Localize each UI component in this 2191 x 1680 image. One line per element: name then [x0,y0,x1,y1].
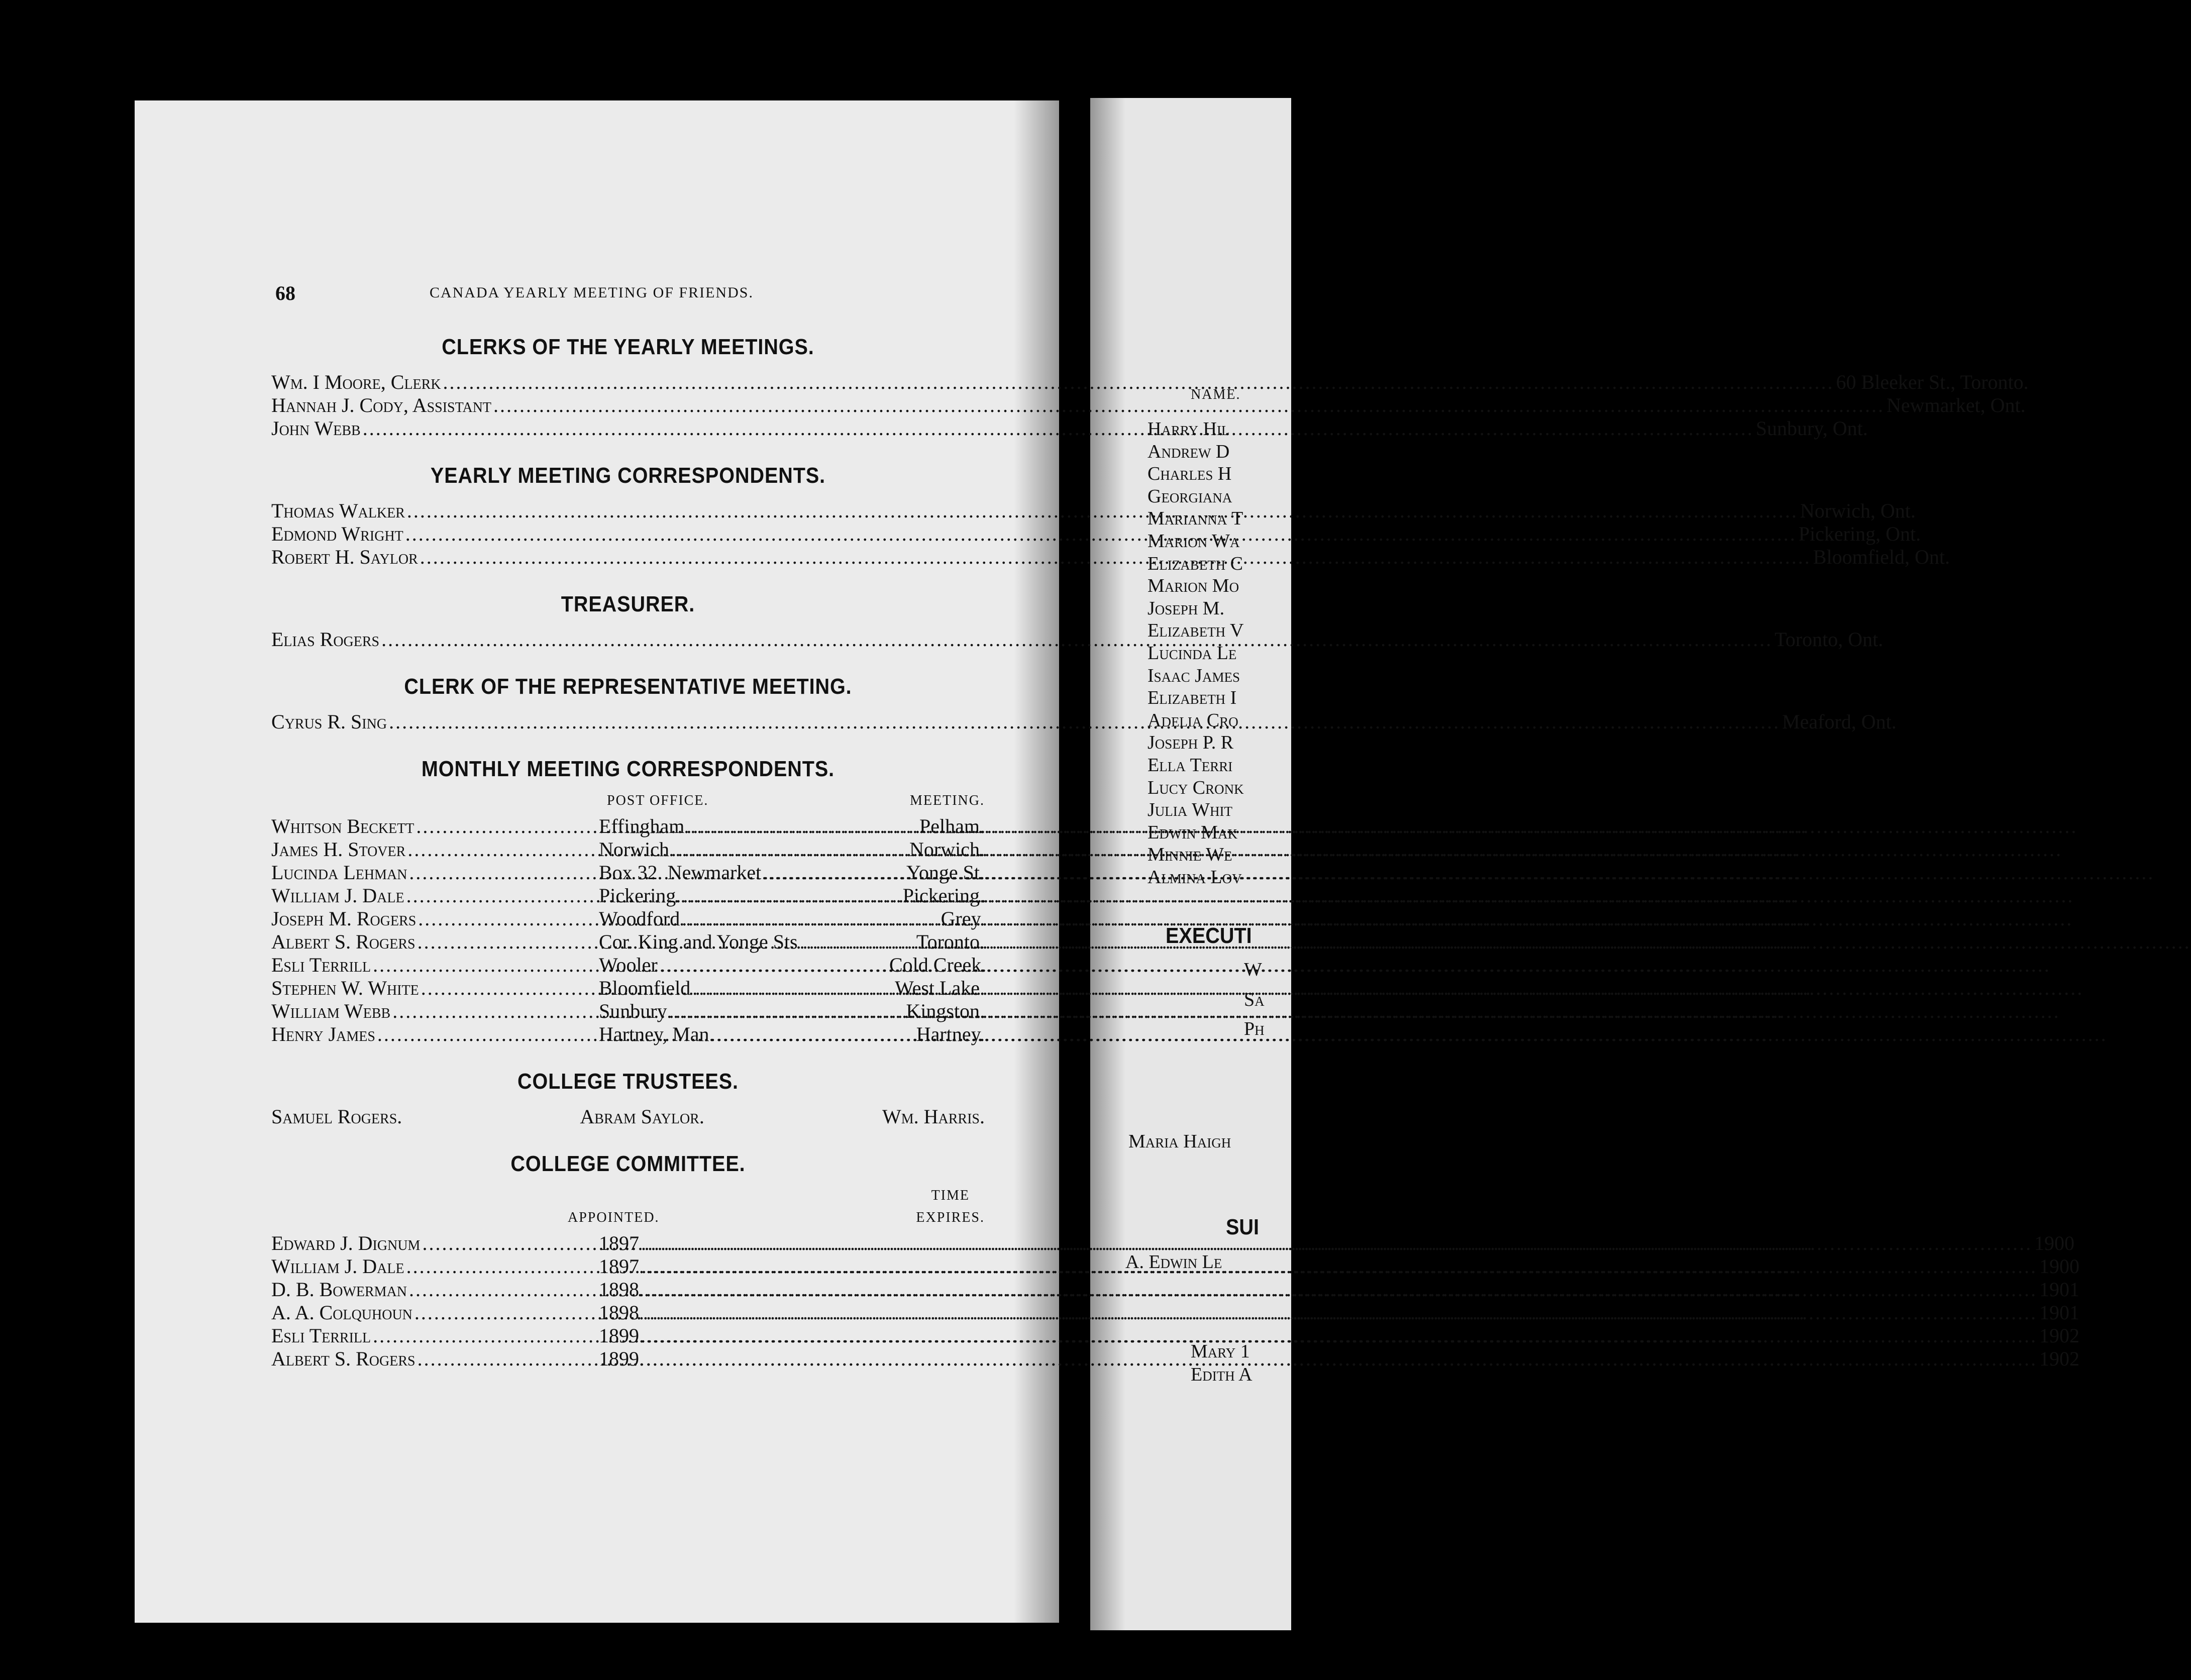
name-cell [271,954,599,977]
dot-leader [389,710,1780,733]
person-name: Henry James [271,1023,375,1045]
name-cell [271,1023,599,1046]
appointed-cell [599,1255,2079,1278]
right-name: Elizabeth C [1147,553,1243,574]
name-cell [271,861,599,884]
right-name: Elizabeth V [1147,620,1244,642]
appointed-year: 1898. [599,1301,644,1324]
post-office: Sunbury [599,1000,667,1022]
right-maria: Maria Haigh [1128,1131,1231,1152]
person-name: William J. Dale [271,1255,404,1278]
running-head [271,281,985,311]
dot-leader [641,1232,2032,1255]
meeting: Cold Creek. [889,954,987,976]
right-mary: Mary 1 [1191,1341,1250,1362]
meeting: Yonge St. [906,861,985,884]
trustees-row [271,1105,985,1128]
post-office-header: POST OFFICE. [607,793,709,808]
person-name: A. A. Colquhoun [271,1301,412,1324]
committee-title: COLLEGE COMMITTEE. [510,1151,746,1176]
monthly-list [271,815,985,1046]
person-name: Joseph M. Rogers [271,907,416,930]
time-header: TIME [931,1188,970,1203]
meeting: Pelham. [919,815,985,837]
list-row [271,930,985,954]
monthly-column-headers [271,793,985,815]
right-edwin: A. Edwin Le [1125,1251,1222,1273]
expires-year: 1900 [2034,1232,2074,1254]
trustees-title: COLLEGE TRUSTEES. [517,1069,739,1094]
dot-leader [407,499,1798,522]
place: 60 Bleeker St., Toronto. [1836,371,2029,393]
right-name: Charles H [1147,463,1232,485]
dot-leader [669,1000,2060,1023]
expires-year: 1902 [2039,1324,2079,1347]
dot-leader [646,1278,2037,1301]
appointed-cell [599,1324,2079,1347]
meeting: Grey. [941,907,985,930]
right-name: Marion Wa [1147,531,1240,552]
meeting: West Lake. [895,977,985,999]
appointed-cell [599,1278,2079,1301]
right-name: Ella Terri [1147,755,1233,776]
dot-leader [646,1301,2037,1324]
right-name: Marion Mo [1147,575,1239,597]
list-row [271,1232,2074,1255]
meeting: Toronto. [916,930,985,953]
person-name: Lucinda Lehman [271,861,407,884]
person-name: Hannah J. Cody, Assistant [271,394,492,416]
place: Meaford, Ont. [1782,710,1897,733]
monthly-title: MONTHLY MEETING CORRESPONDENTS. [421,757,835,781]
dot-leader [671,838,2062,861]
expires-year: 1900 [2039,1255,2079,1278]
post-office: Norwich [599,838,669,861]
right-name: Georgiana [1147,485,1232,507]
post-office: Bloomfield [599,977,691,999]
dot-leader [646,1255,2037,1278]
right-name: Joseph M. [1147,597,1225,619]
name-cell [271,815,599,838]
person-name: Elias Rogers [271,628,380,651]
person-name: D. B. Bowerman [271,1278,407,1301]
post-office: Effingham [599,815,685,837]
rep-clerk-title: CLERK OF THE REPRESENTATIVE MEETING. [404,674,852,699]
person-name: Edmond Wright [271,522,403,545]
appointed-cell [599,1301,2079,1324]
person-name: John Webb [271,417,361,440]
place: Bloomfield, Ont. [1813,546,1950,568]
name-cell [271,1347,599,1371]
post-office-cell [599,930,889,954]
dot-leader [443,371,1834,394]
person-name: Albert S. Rogers [271,1347,415,1370]
person-name: Whitson Beckett [271,815,414,837]
page-number: 68 [275,282,295,304]
right-name: Lucy Cronk [1147,777,1244,798]
post-office: Woodford [599,907,680,930]
right-edith: Edith A [1191,1364,1253,1385]
post-office: Box 32. Newmarket [599,861,762,884]
right-name: Lucinda Le [1147,643,1237,664]
right-heading-exec: EXECUTI [1166,923,1252,948]
name-cell [271,1278,599,1301]
name-cell [271,1324,599,1347]
name-cell [271,907,599,930]
post-office: Cor. King and Yonge Sts [599,930,798,953]
name-cell [271,930,599,954]
post-office: Pickering. [599,884,681,907]
person-name: William Webb [271,1000,391,1022]
person-name: Thomas Walker [271,499,405,522]
dot-leader [381,628,1772,651]
right-name: Isaac James [1147,665,1240,686]
meeting-header: MEETING. [910,793,985,808]
post-office: Hartney, Man. [599,1023,714,1045]
name-cell [271,838,599,861]
expires-header: EXPIRES. [916,1210,985,1225]
list-row [271,1023,985,1046]
appointed-cell [599,1232,2074,1255]
list-row [271,1301,2079,1324]
post-office-cell [599,977,889,1000]
right-exec-item: Ph [1244,1018,1265,1039]
expires-year: 1901 [2039,1301,2079,1324]
right-exec-item: W [1244,959,1262,980]
right-name: Julia Whit [1147,799,1232,821]
list-row [271,1000,985,1023]
right-name: Almina Lov [1147,867,1242,888]
name-cell [271,884,599,907]
list-row [271,815,985,838]
appointed-cell [599,1347,2079,1371]
correspondents-title: YEARLY MEETING CORRESPONDENTS. [430,463,826,488]
name-cell [271,1232,599,1255]
name-cell [271,1255,599,1278]
list-row [271,1324,2079,1347]
expires-year: 1902 [2039,1347,2079,1370]
post-office-cell [599,907,889,930]
list-row [271,861,985,884]
person-name: Albert S. Rogers [271,930,415,953]
person-name: Esli Terrill [271,1324,371,1347]
trustee-name: Samuel Rogers. [271,1105,402,1128]
appointed-year: 1899. [599,1324,644,1347]
list-row [271,954,985,977]
post-office-cell [599,861,889,884]
place: Pickering, Ont. [1798,522,1921,545]
meeting: Hartney. [916,1023,985,1045]
post-office-cell [599,1000,889,1023]
appointed-year: 1899. [599,1347,644,1370]
person-name: Esli Terrill [271,954,371,976]
expires-year: 1901 [2039,1278,2079,1301]
trustee-name: Abram Saylor. [580,1105,704,1128]
person-name: Wm. I Moore, Clerk [271,371,441,393]
person-name: Robert H. Saylor [271,546,418,568]
person-name: Stephen W. White [271,977,419,999]
clerks-title: CLERKS OF THE YEARLY MEETINGS. [442,335,814,359]
post-office-cell [599,884,889,907]
list-row [271,884,985,907]
treasurer-title: TREASURER. [561,592,695,616]
list-row [271,371,2029,394]
meeting: Kingston. [906,1000,985,1022]
meeting: Pickering. [902,884,985,907]
running-title: CANADA YEARLY MEETING OF FRIENDS. [430,284,754,301]
right-name: Edwin Mak [1147,821,1237,843]
post-office-cell [599,954,889,977]
trustee-name: Wm. Harris. [882,1105,985,1128]
dot-leader [363,417,1754,440]
name-cell [271,1301,599,1324]
appointed-year: 1898. [599,1278,644,1301]
dot-leader [405,522,1797,546]
list-row [271,907,985,930]
right-name: Joseph P. R [1147,732,1234,754]
post-office-cell [599,838,889,861]
name-cell [271,977,599,1000]
post-office: Wooler [599,954,658,976]
appointed-header: APPOINTED. [568,1210,660,1225]
dot-leader [646,1347,2037,1371]
right-heading-sup: SUI [1226,1215,1260,1239]
dot-leader [800,930,2191,954]
right-name: Adelia Cro [1147,709,1238,731]
right-name: Elizabeth I [1147,687,1237,709]
committee-column-headers [271,1188,985,1232]
right-name-header: NAME. [1191,387,1241,402]
list-row [271,1278,2079,1301]
place: Toronto, Ont. [1775,628,1884,651]
appointed-year: 1897 [599,1232,639,1254]
dot-leader [646,1324,2037,1347]
person-name: Cyrus R. Sing [271,710,387,733]
dot-leader [493,394,1885,417]
person-name: William J. Dale [271,884,404,907]
dot-leader [660,954,2051,977]
right-name: Andrew D [1147,441,1230,462]
place: Sunbury, Ont. [1755,417,1868,440]
right-exec-item: Sa [1244,989,1265,1010]
dot-leader [420,546,1811,569]
right-name: Marianna T [1147,508,1243,530]
right-name: Minnie We [1147,844,1232,866]
place: Newmarket, Ont. [1887,394,2026,416]
list-row [271,838,985,861]
person-name: James H. Stover [271,838,406,861]
list-row [271,977,985,1000]
place: Norwich, Ont. [1800,499,1916,522]
post-office-cell [599,1023,889,1046]
person-name: Edward J. Dignum [271,1232,421,1254]
post-office-cell [599,815,889,838]
meeting: Norwich. [909,838,985,861]
right-name: Harry Hil [1147,418,1230,440]
appointed-year: 1897. [599,1255,644,1278]
name-cell [271,1000,599,1023]
